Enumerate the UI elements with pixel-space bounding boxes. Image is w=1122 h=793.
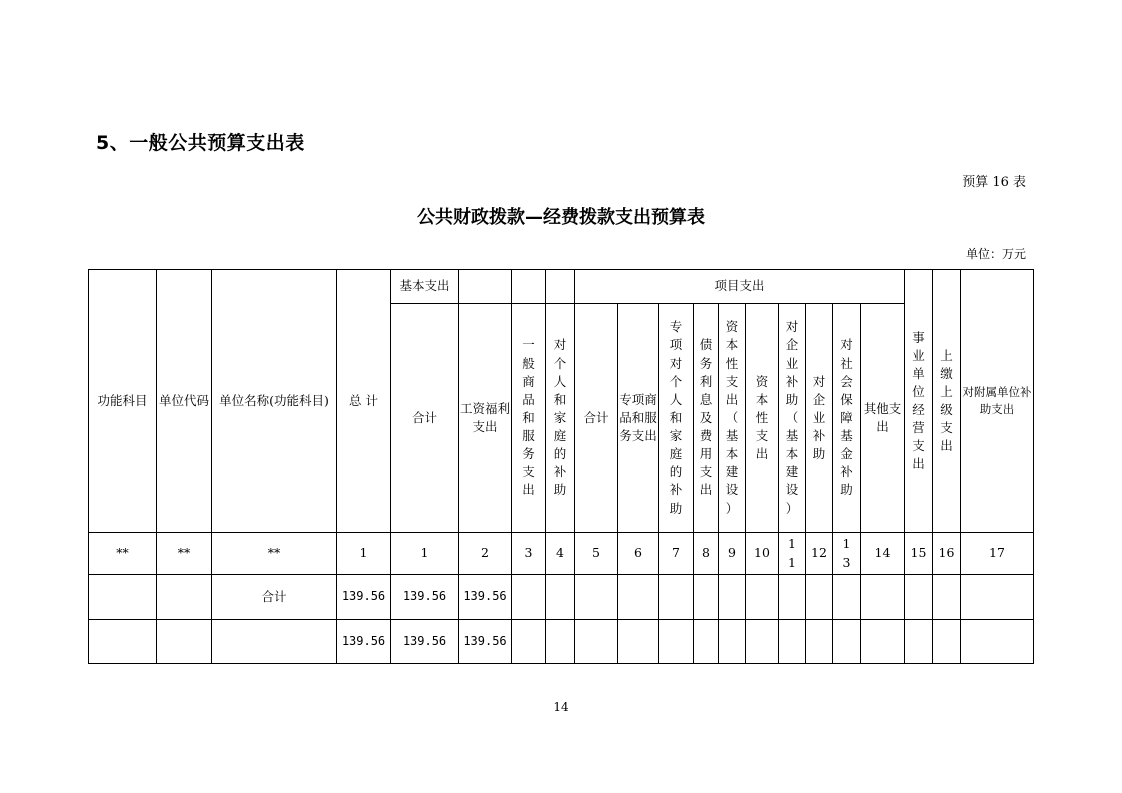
row-name (212, 620, 337, 664)
header-basic-blank (459, 270, 512, 304)
row-func (89, 575, 157, 620)
index-cell: 8 (694, 533, 719, 575)
index-cell: 1 3 (833, 533, 861, 575)
index-cell: 9 (719, 533, 746, 575)
index-cell: 5 (575, 533, 618, 575)
header-project: 项目支出 (575, 270, 905, 304)
index-cell: 15 (905, 533, 933, 575)
budget-table (88, 269, 1034, 664)
header-social-security: 对 社 会 保 障 基 金 补 助 (833, 304, 861, 533)
index-cell: 7 (659, 533, 694, 575)
row-basic-total: 139.56 (391, 620, 459, 664)
header-basic-total: 合计 (391, 304, 459, 533)
index-cell: 4 (546, 533, 575, 575)
header-special-personal: 专 项 对 个 人 和 家 庭 的 补 助 (659, 304, 694, 533)
index-cell: 1 (337, 533, 391, 575)
section-title: 5、一般公共预算支出表 (96, 132, 305, 154)
header-goods-services: 一 般 商 品 和 服 务 支 出 (512, 304, 546, 533)
index-cell: 10 (746, 533, 779, 575)
row-name: 合计 (212, 575, 337, 620)
index-cell: 1 1 (779, 533, 806, 575)
header-personal-subsidy: 对 个 人 和 家 庭 的 补 助 (546, 304, 575, 533)
header-unit-code: 单位代码 (157, 270, 212, 533)
header-enterprise-basic: 对 企 业 补 助 （ 基 本 建 设 ） (779, 304, 806, 533)
row-total: 139.56 (337, 575, 391, 620)
header-debt-interest: 债 务 利 息 及 费 用 支 出 (694, 304, 719, 533)
table-number: 预算 16 表 (962, 175, 1026, 190)
index-row (89, 533, 1034, 575)
header-proj-total: 合计 (575, 304, 618, 533)
header-affiliated: 对附属单位补助支出 (961, 270, 1034, 533)
header-unit-name: 单位名称(功能科目) (212, 270, 337, 533)
row-basic-total: 139.56 (391, 575, 459, 620)
header-special-goods: 专项商品和服务支出 (618, 304, 659, 533)
header-superior: 上 缴 上 级 支 出 (933, 270, 961, 533)
index-cell: 14 (861, 533, 905, 575)
index-cell: 12 (806, 533, 833, 575)
row-code (157, 575, 212, 620)
row-code (157, 620, 212, 664)
header-wages: 工资福利支出 (459, 304, 512, 533)
table-row (89, 575, 1034, 620)
row-total: 139.56 (337, 620, 391, 664)
index-cell: 2 (459, 533, 512, 575)
header-capital-basic: 资 本 性 支 出 （ 基 本 建 设 ） (719, 304, 746, 533)
unit-label: 单位：万元 (965, 247, 1026, 261)
index-cell: 3 (512, 533, 546, 575)
index-cell: 1 (391, 533, 459, 575)
header-other: 其他支出 (861, 304, 905, 533)
index-cell: ** (212, 533, 337, 575)
table-row (89, 620, 1034, 664)
header-blank-3 (512, 270, 546, 304)
index-cell: ** (157, 533, 212, 575)
header-basic: 基本支出 (391, 270, 459, 304)
row-wages: 139.56 (459, 620, 512, 664)
header-enterprise: 对 企 业 补 助 (806, 304, 833, 533)
header-blank-4 (546, 270, 575, 304)
header-capital: 资 本 性 支 出 (746, 304, 779, 533)
index-cell: ** (89, 533, 157, 575)
table-title: 公共财政拨款—经费拨款支出预算表 (417, 207, 705, 228)
row-wages: 139.56 (459, 575, 512, 620)
row-func (89, 620, 157, 664)
index-cell: 6 (618, 533, 659, 575)
index-cell: 16 (933, 533, 961, 575)
page-number: 14 (553, 700, 569, 714)
header-func-subject: 功能科目 (89, 270, 157, 533)
header-business-unit: 事 业 单 位 经 营 支 出 (905, 270, 933, 533)
header-total: 总 计 (337, 270, 391, 533)
index-cell: 17 (961, 533, 1034, 575)
